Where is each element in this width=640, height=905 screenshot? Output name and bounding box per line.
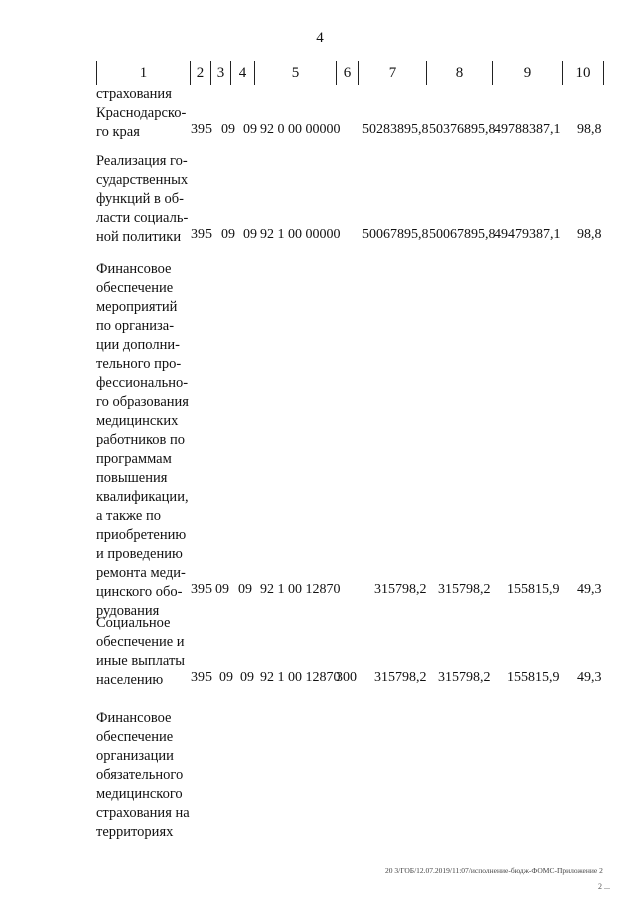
row-name: Финансовое обеспечение организации обязательного медицинского страхования на территориях	[96, 710, 190, 840]
cell-percent: 49,3	[577, 582, 602, 597]
cell-admin: 395	[191, 670, 212, 685]
row-name: Социальное обеспечение и иные выплаты населению	[96, 615, 186, 688]
cell-percent: 98,8	[577, 227, 602, 242]
cell-subsection: 09	[243, 227, 257, 242]
cell-refined: 50067895,8	[429, 227, 496, 242]
cell-subsection: 09	[243, 122, 257, 137]
cell-section: 09	[219, 670, 233, 685]
header-col-1: 1	[96, 61, 190, 85]
cell-subsection: 09	[238, 582, 252, 597]
cell-section: 09	[221, 227, 235, 242]
cell-approved: 315798,2	[374, 582, 427, 597]
cell-expense-type: 300	[336, 670, 357, 685]
cell-refined: 315798,2	[438, 670, 491, 685]
row-name: страхования Краснодарско- го края	[96, 86, 187, 140]
cell-admin: 395	[191, 582, 212, 597]
cell-approved: 50283895,8	[362, 122, 429, 137]
cell-refined: 50376895,8	[429, 122, 496, 137]
cell-executed: 155815,9	[507, 582, 560, 597]
header-col-5: 5	[254, 61, 336, 85]
cell-approved: 315798,2	[374, 670, 427, 685]
header-col-3: 3	[210, 61, 230, 85]
header-col-2: 2	[190, 61, 210, 85]
header-col-9: 9	[492, 61, 562, 85]
header-col-10: 10	[562, 61, 604, 85]
row-name: Финансовое обеспечение мероприятий по организа- ции дополни- тельного про- фессионально- го образования медицинских работников по программам повышения квалификации, а также по приобретению и проведению ремонта меди- цинского обо- рудования	[96, 261, 189, 619]
cell-subsection: 09	[240, 670, 254, 685]
header-col-4: 4	[230, 61, 254, 85]
cell-target-article: 92 1 00 12870	[260, 670, 341, 685]
cell-refined: 315798,2	[438, 582, 491, 597]
cell-admin: 395	[191, 122, 212, 137]
document-footer: 20 3/ГОБ/12.07.2019/11:07/исполнение-бюдж-ФОМС-Приложение 2	[385, 866, 603, 875]
header-col-6: 6	[336, 61, 358, 85]
cell-executed: 49788387,1	[494, 122, 561, 137]
corner-mark: 2 ...	[598, 882, 610, 891]
cell-target-article: 92 1 00 00000	[260, 227, 341, 242]
cell-percent: 49,3	[577, 670, 602, 685]
page-number: 4	[316, 30, 324, 46]
header-col-7: 7	[358, 61, 426, 85]
header-col-8: 8	[426, 61, 492, 85]
cell-section: 09	[221, 122, 235, 137]
cell-target-article: 92 1 00 12870	[260, 582, 341, 597]
cell-target-article: 92 0 00 00000	[260, 122, 341, 137]
cell-admin: 395	[191, 227, 212, 242]
cell-executed: 155815,9	[507, 670, 560, 685]
row-name: Реализация го- сударственных функций в об- ласти социаль- ной политики	[96, 153, 189, 245]
cell-percent: 98,8	[577, 122, 602, 137]
cell-approved: 50067895,8	[362, 227, 429, 242]
cell-executed: 49479387,1	[494, 227, 561, 242]
cell-section: 09	[215, 582, 229, 597]
